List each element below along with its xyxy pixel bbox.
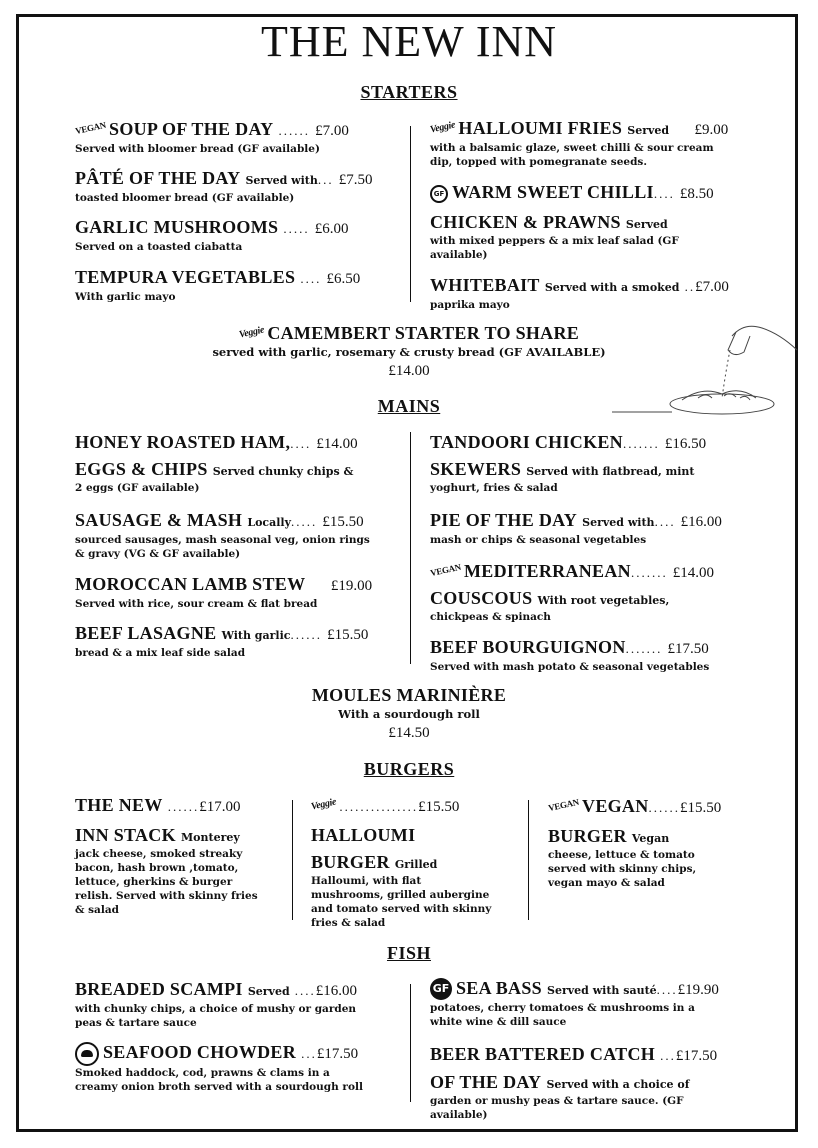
item-price: £16.00 — [680, 514, 722, 530]
item-description: Served with bloomer bread (GF available) — [75, 143, 320, 155]
section-heading-starters: STARTERS — [360, 82, 458, 102]
veggie-tag: Veggie — [310, 796, 338, 813]
item-price: £14.00 — [672, 565, 715, 581]
item-description: served with garlic, rosemary & crusty bread (GF AVAILABLE) — [212, 345, 606, 359]
gf-badge-icon: GF — [430, 185, 448, 203]
item-description: 2 eggs (GF available) — [75, 482, 200, 494]
item-name: MEDITERRANEAN — [464, 561, 631, 581]
item-description: potatoes, cherry tomatoes & mushrooms in a white wine & dill sauce — [430, 1002, 695, 1028]
menu-item-scampi: BREADED SCAMPI Served ....£16.00 with chunky chips, a choice of mushy or garden peas & tartare sauce — [75, 978, 395, 1030]
item-price: £15.50 — [322, 514, 364, 530]
item-price: £7.50 — [338, 172, 373, 188]
menu-item-sweet-chilli: GF WARM SWEET CHILLI.... £8.50 CHICKEN & PRAWNS Served with mixed peppers & a mix leaf salad (GF available) — [430, 182, 714, 261]
item-price: £6.00 — [314, 221, 349, 237]
page-title: THE NEW INN — [260, 17, 558, 66]
item-name: THE NEW — [75, 795, 163, 815]
gf-badge-icon: GF — [430, 978, 452, 1000]
item-price: £17.50 — [667, 641, 709, 657]
item-description: With garlic mayo — [75, 291, 176, 303]
column-divider — [410, 984, 411, 1102]
menu-item-lamb-stew — [75, 573, 395, 611]
item-price: £16.50 — [664, 436, 707, 452]
item-description: garden or mushy peas & tartare sauce. (GF available) — [430, 1095, 684, 1121]
item-name: MOULES MARINIÈRE — [311, 685, 507, 705]
menu-item-bourguignon: BEEF BOURGUIGNON....... £17.50 Served with mash potato & seasonal vegetables — [430, 636, 750, 674]
vegan-tag: VEGAN — [429, 561, 462, 579]
menu-item-vegan-burger: VEGAN VEGAN......£15.50 BURGER Vegan cheese, lettuce & tomato served with skinny chips, vegan mayo & salad — [548, 794, 753, 890]
menu-item-halloumi-fries: Veggie HALLOUMI FRIES Served £9.00 with a balsamic glaze, sweet chilli & sour cream dip, topped with pomegranate seeds. — [430, 117, 750, 169]
column-divider — [528, 800, 529, 920]
vegan-tag: VEGAN — [547, 796, 580, 814]
item-price: £19.00 — [330, 578, 373, 594]
menu-item-moules — [0, 684, 818, 745]
item-description: With a sourdough roll — [338, 707, 480, 721]
item-description: with a balsamic glaze, sweet chilli & sour cream dip, topped with pomegranate seeds. — [430, 142, 714, 168]
item-description: Served with mash potato & seasonal vegetables — [430, 661, 710, 673]
item-description: bread & a mix leaf side salad — [75, 647, 246, 659]
item-price: £17.00 — [199, 799, 241, 815]
item-price: £15.50 — [327, 627, 369, 643]
item-name: HALLOUMI FRIES — [458, 118, 623, 138]
item-price: £8.50 — [679, 186, 714, 202]
item-name: SEA BASS — [456, 978, 542, 998]
item-name: SAUSAGE & MASH — [75, 510, 243, 530]
item-name: BEEF LASAGNE — [75, 623, 217, 643]
item-price: £17.50 — [316, 1046, 359, 1062]
item-name: VEGAN — [582, 796, 649, 816]
menu-item-honey-ham: HONEY ROASTED HAM,.... £14.00 EGGS & CHIPS Served chunky chips & 2 eggs (GF available) — [75, 431, 395, 495]
item-name: CAMEMBERT STARTER TO SHARE — [267, 323, 580, 343]
menu-item-soup: VEGAN SOUP OF THE DAY ...... £7.00 Served with bloomer bread (GF available) — [75, 117, 395, 156]
item-description: Served on a toasted ciabatta — [75, 241, 243, 253]
menu-item-tempura: TEMPURA VEGETABLES .... £6.50 With garlic mayo — [75, 266, 395, 304]
item-price: £7.00 — [315, 123, 349, 139]
item-price: £15.50 — [418, 799, 460, 815]
item-price: £14.00 — [316, 436, 358, 452]
item-name: WARM SWEET CHILLI — [452, 182, 654, 202]
item-name-line-2: BURGER — [311, 852, 390, 872]
item-name: PÂTÉ OF THE DAY — [75, 168, 241, 188]
menu-item-garlic-mushrooms: GARLIC MUSHROOMS ..... £6.00 Served on a toasted ciabatta — [75, 216, 395, 254]
item-description: toasted bloomer bread (GF available) — [75, 192, 295, 204]
item-name-line-2: COUSCOUS — [430, 588, 533, 608]
item-price: £14.00 — [388, 363, 430, 379]
item-price: £9.00 — [694, 122, 729, 138]
item-name-line-2: INN STACK — [75, 825, 176, 845]
item-name-line-2: BURGER — [548, 826, 627, 846]
item-description: yoghurt, fries & salad — [430, 482, 558, 494]
menu-item-couscous: VEGAN MEDITERRANEAN....... £14.00 COUSCOUS With root vegetables, chickpeas & spinach — [430, 559, 750, 624]
veggie-tag: Veggie — [237, 324, 266, 341]
section-heading-fish: FISH — [386, 943, 431, 963]
item-description: with mixed peppers & a mix leaf salad (GF available) — [430, 235, 679, 261]
item-price: £7.00 — [695, 279, 729, 295]
item-description: paprika mayo — [430, 299, 510, 311]
item-description: sourced sausages, mash seasonal veg, onion rings & gravy (VG & GF available) — [75, 534, 370, 560]
column-divider — [410, 126, 411, 302]
item-name: TEMPURA VEGETABLES — [75, 267, 296, 287]
item-name: PIE OF THE DAY — [430, 510, 578, 530]
item-name-line-2: SKEWERS — [430, 459, 522, 479]
item-description: Halloumi, with flat mushrooms, grilled aubergine and tomato served with skinny fries & salad — [311, 875, 492, 929]
item-price: £16.00 — [315, 983, 357, 999]
item-name: GARLIC MUSHROOMS — [75, 217, 279, 237]
item-name-line-2: EGGS & CHIPS — [75, 459, 208, 479]
item-description: cheese, lettuce & tomato served with skinny chips, vegan mayo & salad — [548, 849, 697, 889]
item-price: £14.50 — [388, 725, 430, 741]
item-name: BREADED SCAMPI — [75, 979, 243, 999]
item-description: with chunky chips, a choice of mushy or garden peas & tartare sauce — [75, 1003, 357, 1029]
section-heading-burgers: BURGERS — [363, 759, 455, 779]
crab-icon — [75, 1042, 99, 1066]
item-name-line-2: OF THE DAY — [430, 1072, 542, 1092]
item-price: £6.50 — [326, 271, 361, 287]
item-description: jack cheese, smoked streaky bacon, hash brown ,tomato, lettuce, gherkins & burger relish. Served with skinny fries & salad — [75, 848, 258, 916]
item-name: WHITEBAIT — [430, 275, 540, 295]
item-name: HALLOUMI — [311, 825, 416, 845]
menu-item-sea-bass: GF SEA BASS Served with sauté....£19.90 potatoes, cherry tomatoes & mushrooms in a white wine & dill sauce — [430, 977, 750, 1029]
section-heading-mains: MAINS — [377, 396, 441, 416]
item-name: BEEF BOURGUIGNON — [430, 637, 626, 657]
menu-item-lasagne: BEEF LASAGNE With garlic...... £15.50 bread & a mix leaf side salad — [75, 622, 395, 660]
vegan-tag: VEGAN — [74, 119, 107, 137]
item-name: TANDOORI CHICKEN — [430, 432, 623, 452]
menu-item-pate: PÂTÉ OF THE DAY Served with... £7.50 toasted bloomer bread (GF available) — [75, 167, 395, 205]
item-price: £17.50 — [675, 1048, 718, 1064]
column-divider — [410, 432, 411, 664]
item-price: £19.90 — [677, 982, 719, 998]
item-name: SOUP OF THE DAY — [109, 119, 274, 139]
item-price: £15.50 — [680, 800, 722, 816]
item-description: Served with rice, sour cream & flat bread — [75, 598, 318, 610]
menu-item-tandoori: TANDOORI CHICKEN....... £16.50 SKEWERS Served with flatbread, mint yoghurt, fries & salad — [430, 431, 750, 495]
item-name-line-2: CHICKEN & PRAWNS — [430, 212, 621, 232]
item-name: BEER BATTERED CATCH — [430, 1044, 656, 1064]
menu-item-halloumi-burger: Veggie ...............£15.50 HALLOUMI BURGER Grilled Halloumi, with flat mushrooms, grilled aubergine and tomato served with skinny fries & salad — [311, 794, 521, 930]
column-divider — [292, 800, 293, 920]
item-name: HONEY ROASTED HAM, — [75, 432, 291, 452]
veggie-tag: Veggie — [429, 119, 457, 136]
item-description: Smoked haddock, cod, prawns & clams in a creamy onion broth served with a sourdough roll — [75, 1066, 363, 1093]
item-description: chickpeas & spinach — [430, 611, 551, 623]
item-name: SEAFOOD CHOWDER — [103, 1042, 297, 1062]
menu-item-pie: PIE OF THE DAY Served with.... £16.00 mash or chips & seasonal vegetables — [430, 509, 750, 547]
menu-item-beer-battered-catch: BEER BATTERED CATCH ...£17.50 OF THE DAY Served with a choice of garden or mushy peas & tartare sauce. (GF available) — [430, 1044, 718, 1121]
menu-item-sausage-mash: SAUSAGE & MASH Locally..... £15.50 sourced sausages, mash seasonal veg, onion rings & gravy (VG & GF available) — [75, 509, 395, 561]
item-name: MOROCCAN LAMB STEW — [75, 574, 306, 594]
menu-item-whitebait: WHITEBAIT Served with a smoked ..£7.00 paprika mayo — [430, 274, 750, 312]
menu-item-chowder: SEAFOOD CHOWDER ...£17.50 Smoked haddock, cod, prawns & clams in a creamy onion broth served with a sourdough roll — [75, 1041, 395, 1094]
item-description: mash or chips & seasonal vegetables — [430, 534, 647, 546]
menu-item-inn-stack: THE NEW ......£17.00 INN STACK Monterey jack cheese, smoked streaky bacon, hash brown ,tomato, lettuce, gherkins & burger relish. Served with skinny fries & salad — [75, 794, 280, 917]
